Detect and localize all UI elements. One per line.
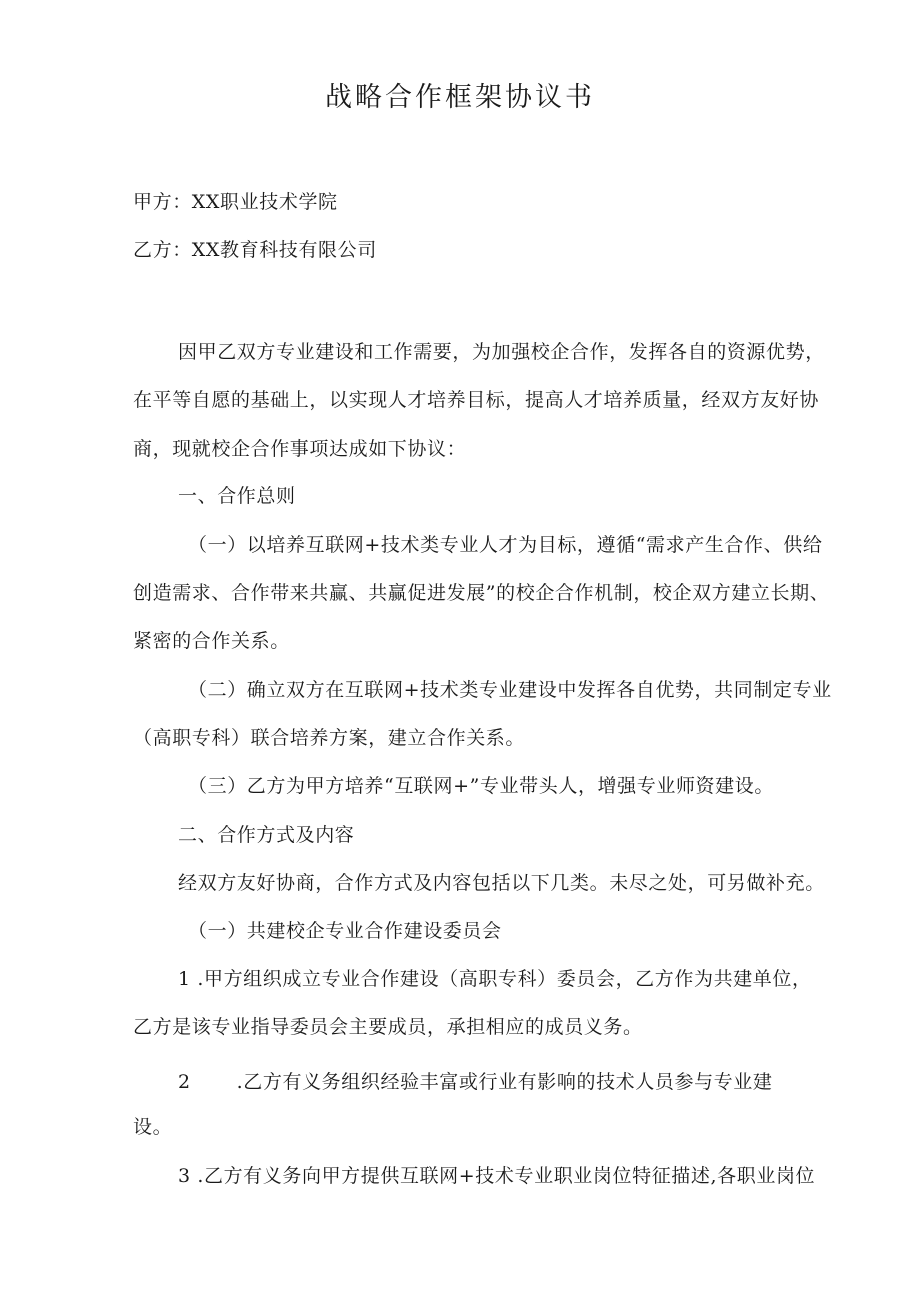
point1-text: .甲方组织成立专业合作建设（高职专科）委员会，乙方作为共建单位， [197,968,812,990]
section1-item1-line-3: 紧密的合作关系。 [133,630,290,652]
section1-item2-line-1: （二）确立双方在互联网+技术类专业建设中发挥各自优势，共同制定专业 [188,679,832,701]
section1-item1-line-2: 创造需求、合作带来共赢、共赢促进发展”的校企合作机制，校企双方建立长期、 [133,582,830,604]
intro-line-2: 在平等自愿的基础上，以实现人才培养目标，提高人才培养质量，经双方友好协 [133,389,820,411]
intro-line-1: 因甲乙双方专业建设和工作需要，为加强校企合作，发挥各自的资源优势， [178,341,825,363]
document-title: 战略合作框架协议书 [325,82,595,113]
intro-line-3: 商，现就校企合作事项达成如下协议： [133,438,467,460]
point1-line-2: 乙方是该专业指导委员会主要成员，承担相应的成员义务。 [133,1016,643,1038]
point2-text: .乙方有义务组织经验丰富或行业有影响的技术人员参与专业建 [236,1071,773,1093]
party-a: 甲方：XX职业技术学院 [133,191,338,213]
section1-heading: 一、合作总则 [178,485,296,507]
section2-intro: 经双方友好协商，合作方式及内容包括以下几类。未尽之处，可另做补充。 [178,872,825,894]
point2-line-2: 设。 [133,1116,173,1138]
point1-number: 1 [178,968,191,990]
section2-sub1-heading: （一）共建校企专业合作建设委员会 [188,920,502,942]
section1-item1-line-1: （一）以培养互联网+技术类专业人才为目标，遵循“需求产生合作、供给 [188,534,823,556]
point3-text: .乙方有义务向甲方提供互联网+技术专业职业岗位特征描述,各职业岗位 [197,1165,816,1187]
section2-heading: 二、合作方式及内容 [178,824,355,846]
section1-item2-line-2: （高职专科）联合培养方案，建立合作关系。 [133,727,526,749]
point2-line-1 [178,1070,772,1094]
point3-line-1 [178,1164,815,1188]
section1-item3: （三）乙方为甲方培养“互联网+”专业带头人，增强专业师资建设。 [188,775,774,797]
point3-number: 3 [178,1165,191,1187]
party-b: 乙方：XX教育科技有限公司 [133,239,377,261]
point2-number: 2 [178,1071,191,1093]
point1-line-1 [178,967,812,991]
